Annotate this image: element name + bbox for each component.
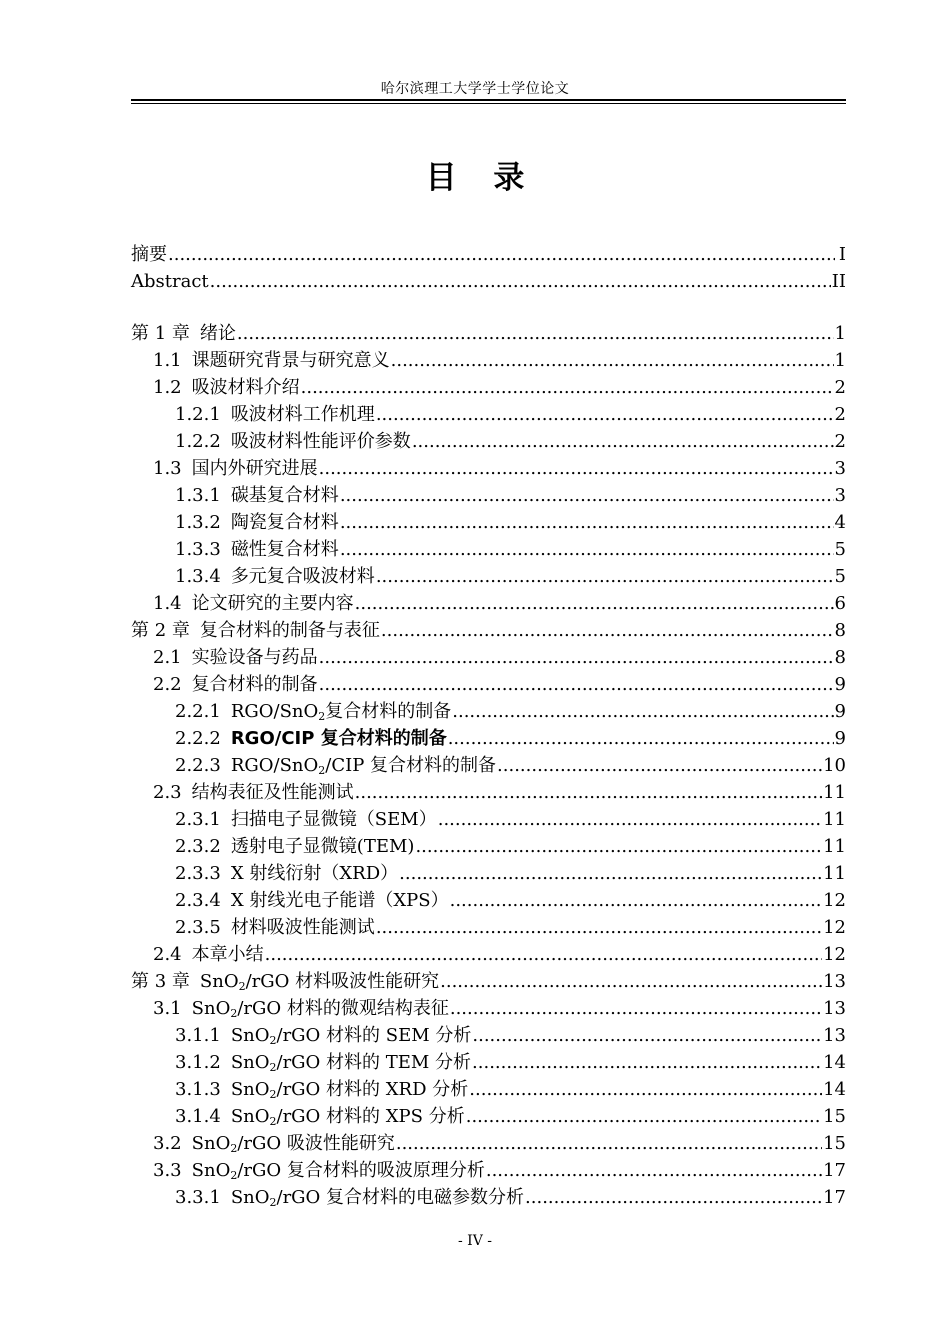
toc-entry-label (231, 1076, 468, 1103)
toc-page-number: 1 (834, 350, 846, 371)
toc-entry-number: 2.2.3 (175, 755, 221, 776)
toc-entry-title: SnO (230, 1025, 270, 1046)
toc-entry-number: 1.3.4 (175, 566, 221, 587)
toc-entry[interactable] (131, 347, 846, 374)
toc-entry-title: RGO/SnO (230, 701, 319, 722)
toc-entry-subscript: 2 (269, 1115, 277, 1128)
toc-dot-leader (525, 1184, 822, 1211)
toc-entry[interactable] (131, 536, 846, 563)
toc-entry[interactable] (131, 401, 846, 428)
toc-entry-number: 2.2.1 (175, 701, 221, 722)
toc-entry[interactable] (131, 241, 846, 268)
toc-entry[interactable] (131, 1184, 846, 1211)
toc-page-number: 12 (823, 944, 846, 965)
toc-entry-number: 3.2 (153, 1133, 182, 1154)
toc-entry-title: RGO/CIP 复合材料的制备 (230, 728, 447, 749)
toc-entry-title-rest: /rGO 吸波性能研究 (237, 1133, 395, 1154)
toc-entry[interactable] (131, 833, 846, 860)
toc-entry-number: 3.1.2 (175, 1052, 221, 1073)
toc-page-number: 17 (823, 1187, 846, 1208)
toc-entry-title: SnO (191, 1160, 231, 1181)
toc-entry[interactable] (131, 644, 846, 671)
toc-entry-label (131, 268, 209, 295)
toc-entry[interactable] (131, 1049, 846, 1076)
toc-entry-label (231, 482, 339, 509)
toc-entry-subscript: 2 (269, 1196, 277, 1209)
toc-entry-number: 1.2.1 (175, 404, 221, 425)
toc-dot-leader (381, 617, 834, 644)
toc-dot-leader (340, 482, 834, 509)
toc-entry-label (192, 644, 318, 671)
toc-entry-label (231, 428, 411, 455)
toc-entry-subscript: 2 (230, 1142, 238, 1155)
toc-entry-number: 2.2 (153, 674, 182, 695)
toc-entry[interactable] (131, 482, 846, 509)
toc-entry-number: 2.3.1 (175, 809, 221, 830)
toc-entry-title: 摘要 (131, 244, 167, 265)
toc-page-number: 15 (823, 1106, 846, 1127)
toc-entry[interactable] (131, 1130, 846, 1157)
toc-entry-number: 1.2 (153, 377, 182, 398)
toc-page-number: 9 (834, 728, 846, 749)
toc-entry-subscript: 2 (269, 1061, 277, 1074)
toc-entry-label (231, 725, 447, 752)
toc-dot-leader (301, 374, 834, 401)
toc-entry-label (231, 1049, 471, 1076)
toc-dot-leader (376, 401, 834, 428)
toc-entry-title: 国内外研究进展 (191, 458, 318, 479)
toc-entry-number: 1.3.2 (175, 512, 221, 533)
toc-entry-label (231, 752, 496, 779)
toc-entry-subscript: 2 (269, 1088, 277, 1101)
toc-entry-number: 2.3 (153, 782, 182, 803)
toc-dot-leader (399, 860, 822, 887)
toc-page-number: 10 (823, 755, 846, 776)
toc-entry[interactable] (131, 860, 846, 887)
toc-entry-number: 2.3.5 (175, 917, 221, 938)
toc-entry-title: 本章小结 (191, 944, 264, 965)
toc-entry-subscript: 2 (230, 1169, 238, 1182)
toc-entry-title: X 射线衍射（XRD） (230, 863, 399, 884)
toc-dot-leader (448, 725, 834, 752)
toc-entry-title-rest: /rGO 复合材料的吸波原理分析 (237, 1160, 485, 1181)
toc-entry-label (231, 563, 375, 590)
toc-dot-leader (472, 1022, 822, 1049)
toc-page-number: II (831, 271, 846, 292)
toc-page-number: 9 (834, 701, 846, 722)
toc-page-number: 5 (834, 566, 846, 587)
toc-entry-label (200, 968, 439, 995)
toc-page-number: 11 (823, 782, 846, 803)
toc-page-number: 6 (834, 593, 846, 614)
toc-dot-leader (355, 779, 822, 806)
toc-entry[interactable] (131, 806, 846, 833)
toc-entry-title: 材料吸波性能测试 (230, 917, 375, 938)
toc-entry-title: Abstract (131, 271, 209, 292)
toc-entry-label (231, 401, 375, 428)
toc-dot-leader (486, 1157, 822, 1184)
toc-entry-number: 1.4 (153, 593, 182, 614)
toc-entry[interactable] (131, 374, 846, 401)
toc-entry[interactable] (131, 1157, 846, 1184)
toc-entry-title: 实验设备与药品 (191, 647, 318, 668)
toc-entry-label (231, 536, 339, 563)
toc-entry-title: 论文研究的主要内容 (191, 593, 354, 614)
toc-entry-label (231, 509, 339, 536)
toc-entry[interactable] (131, 671, 846, 698)
toc-dot-leader (450, 995, 822, 1022)
toc-page-number: 1 (834, 323, 846, 344)
toc-entry-label (231, 860, 398, 887)
toc-entry-title: 吸波材料介绍 (191, 377, 300, 398)
page-number: - IV - (457, 1233, 492, 1249)
toc-entry-title-rest: /rGO 材料的微观结构表征 (237, 998, 449, 1019)
toc-entry-label (231, 1184, 524, 1211)
toc-entry[interactable] (131, 968, 846, 995)
header-rule-thick (131, 99, 846, 101)
toc-dot-leader (466, 1103, 822, 1130)
toc-page-number: 8 (834, 647, 846, 668)
toc-entry-number: 3.3.1 (175, 1187, 221, 1208)
toc-page-number: 11 (823, 836, 846, 857)
toc-entry-title: 磁性复合材料 (230, 539, 339, 560)
running-header: 哈尔滨理工大学学士学位论文 (380, 81, 570, 97)
toc-entry-label (192, 455, 318, 482)
toc-dot-leader (438, 806, 822, 833)
toc-entry-subscript: 2 (318, 710, 326, 723)
toc-entry-label (131, 241, 167, 268)
toc-dot-leader (396, 1130, 822, 1157)
toc-page-number: 8 (834, 620, 846, 641)
toc-entry-title-rest: /rGO 材料的 SEM 分析 (276, 1025, 472, 1046)
toc-entry-title: 复合材料的制备与表征 (199, 620, 380, 641)
toc-entry-title-rest: /rGO 材料吸波性能研究 (245, 971, 440, 992)
page-title: 目 录 (425, 160, 525, 196)
toc-entry[interactable] (131, 1076, 846, 1103)
toc-dot-leader (450, 887, 822, 914)
toc-entry-title-rest: 复合材料的制备 (325, 701, 452, 722)
toc-dot-leader (469, 1076, 822, 1103)
toc-entry-title-rest: /rGO 复合材料的电磁参数分析 (276, 1187, 525, 1208)
toc-entry[interactable] (131, 590, 846, 617)
toc-entry-label (192, 347, 390, 374)
toc-entry-number: 第 3 章 (131, 971, 190, 992)
toc-dot-leader (319, 671, 834, 698)
toc-entry-title: SnO (199, 971, 239, 992)
toc-entry-number: 2.2.2 (175, 728, 221, 749)
toc-entry-number: 第 2 章 (131, 620, 190, 641)
toc-entry-number: 1.3 (153, 458, 182, 479)
toc-entry[interactable] (131, 617, 846, 644)
toc-entry-label (192, 1130, 395, 1157)
toc-page-number: 3 (834, 458, 846, 479)
toc-dot-leader (376, 914, 822, 941)
toc-entry[interactable] (131, 752, 846, 779)
toc-entry-title: X 射线光电子能谱（XPS） (230, 890, 449, 911)
toc-page-number: 2 (834, 404, 846, 425)
toc-entry-label (200, 320, 236, 347)
toc-entry-title: 多元复合吸波材料 (230, 566, 375, 587)
toc-dot-leader (376, 563, 834, 590)
toc-entry-title: SnO (191, 1133, 231, 1154)
toc-entry-label (192, 590, 354, 617)
toc-page-number: I (838, 244, 846, 265)
toc-entry-title: 吸波材料工作机理 (230, 404, 375, 425)
toc-entry-number: 2.4 (153, 944, 182, 965)
toc-entry-title: 碳基复合材料 (230, 485, 339, 506)
table-of-contents (131, 241, 846, 1211)
toc-entry[interactable] (131, 268, 846, 295)
toc-dot-leader (412, 428, 834, 455)
toc-entry-label (192, 671, 318, 698)
toc-entry-title: 吸波材料性能评价参数 (230, 431, 411, 452)
toc-entry-title-rest: /rGO 材料的 TEM 分析 (276, 1052, 472, 1073)
toc-dot-leader (472, 1049, 822, 1076)
toc-dot-leader (355, 590, 834, 617)
toc-entry[interactable] (131, 995, 846, 1022)
toc-entry-title-rest: /rGO 材料的 XRD 分析 (276, 1079, 469, 1100)
toc-entry[interactable] (131, 725, 846, 752)
toc-entry-number: 1.3.1 (175, 485, 221, 506)
toc-entry-label (192, 1157, 485, 1184)
toc-entry-title: 复合材料的制备 (191, 674, 318, 695)
toc-entry-title: 透射电子显微镜(TEM) (230, 836, 415, 857)
toc-entry[interactable] (131, 887, 846, 914)
toc-entry-title: SnO (230, 1079, 270, 1100)
header-rule-thin (131, 103, 846, 104)
toc-entry-title: SnO (230, 1052, 270, 1073)
toc-page-number: 15 (823, 1133, 846, 1154)
toc-entry[interactable] (131, 779, 846, 806)
toc-page-number: 13 (823, 998, 846, 1019)
toc-dot-leader (168, 241, 835, 268)
toc-page-number: 2 (834, 431, 846, 452)
toc-page-number: 3 (834, 485, 846, 506)
toc-entry-number: 1.2.2 (175, 431, 221, 452)
toc-entry[interactable] (131, 320, 846, 347)
toc-dot-leader (440, 968, 822, 995)
toc-entry-number: 3.1.1 (175, 1025, 221, 1046)
toc-entry-subscript: 2 (318, 764, 326, 777)
toc-entry-label (231, 806, 437, 833)
toc-entry[interactable] (131, 941, 846, 968)
toc-entry-number: 第 1 章 (131, 323, 190, 344)
toc-entry-number: 1.3.3 (175, 539, 221, 560)
toc-entry-number: 3.1.4 (175, 1106, 221, 1127)
toc-page-number: 9 (834, 674, 846, 695)
toc-page-number: 12 (823, 917, 846, 938)
toc-entry-subscript: 2 (269, 1034, 277, 1047)
toc-page-number: 13 (823, 971, 846, 992)
toc-page-number: 11 (823, 809, 846, 830)
toc-entry[interactable] (131, 563, 846, 590)
toc-entry-title: SnO (191, 998, 231, 1019)
toc-entry[interactable] (131, 1022, 846, 1049)
toc-dot-leader (452, 698, 833, 725)
toc-dot-leader (497, 752, 822, 779)
toc-entry-label (192, 995, 449, 1022)
toc-dot-leader (237, 320, 834, 347)
toc-entry-title: SnO (230, 1187, 270, 1208)
toc-entry[interactable] (131, 698, 846, 725)
toc-entry-title: 课题研究背景与研究意义 (191, 350, 390, 371)
toc-entry-title: RGO/SnO (230, 755, 319, 776)
toc-dot-leader (210, 268, 831, 295)
toc-entry-number: 2.1 (153, 647, 182, 668)
toc-entry-number: 3.1 (153, 998, 182, 1019)
toc-entry-label (200, 617, 380, 644)
toc-page-number: 11 (823, 863, 846, 884)
toc-dot-leader (319, 644, 834, 671)
toc-page-number: 2 (834, 377, 846, 398)
toc-entry-title: 扫描电子显微镜（SEM） (230, 809, 437, 830)
toc-entry-label (231, 914, 375, 941)
toc-entry-number: 2.3.4 (175, 890, 221, 911)
toc-page-number: 17 (823, 1160, 846, 1181)
toc-entry-label (231, 1022, 472, 1049)
toc-page-number: 14 (823, 1052, 846, 1073)
toc-entry-title: 结构表征及性能测试 (191, 782, 354, 803)
toc-page-number: 13 (823, 1025, 846, 1046)
toc-page-number: 4 (834, 512, 846, 533)
toc-entry-subscript: 2 (230, 1007, 238, 1020)
toc-dot-leader (391, 347, 834, 374)
toc-entry-title: 陶瓷复合材料 (230, 512, 339, 533)
toc-entry-number: 2.3.3 (175, 863, 221, 884)
toc-entry-number: 3.1.3 (175, 1079, 221, 1100)
toc-entry[interactable] (131, 1103, 846, 1130)
toc-entry-number: 3.3 (153, 1160, 182, 1181)
toc-page-number: 5 (834, 539, 846, 560)
toc-entry-label (231, 698, 451, 725)
toc-dot-leader (340, 536, 834, 563)
toc-entry-subscript: 2 (238, 980, 246, 993)
toc-entry-title-rest: /CIP 复合材料的制备 (325, 755, 497, 776)
toc-page-number: 14 (823, 1079, 846, 1100)
toc-entry-label (231, 1103, 465, 1130)
toc-entry-label (231, 887, 449, 914)
toc-entry-label (192, 374, 300, 401)
toc-entry-label (192, 779, 354, 806)
toc-entry[interactable] (131, 428, 846, 455)
toc-dot-leader (415, 833, 822, 860)
toc-entry-title: 绪论 (199, 323, 236, 344)
toc-entry[interactable] (131, 509, 846, 536)
toc-entry-title-rest: /rGO 材料的 XPS 分析 (276, 1106, 465, 1127)
toc-dot-leader (265, 941, 822, 968)
toc-entry-number: 2.3.2 (175, 836, 221, 857)
toc-entry-title: SnO (230, 1106, 270, 1127)
toc-entry[interactable] (131, 455, 846, 482)
toc-dot-leader (340, 509, 834, 536)
toc-entry-label (192, 941, 264, 968)
toc-dot-leader (319, 455, 834, 482)
toc-entry[interactable] (131, 914, 846, 941)
toc-entry-label (231, 833, 415, 860)
toc-page-number: 12 (823, 890, 846, 911)
toc-entry-number: 1.1 (153, 350, 182, 371)
